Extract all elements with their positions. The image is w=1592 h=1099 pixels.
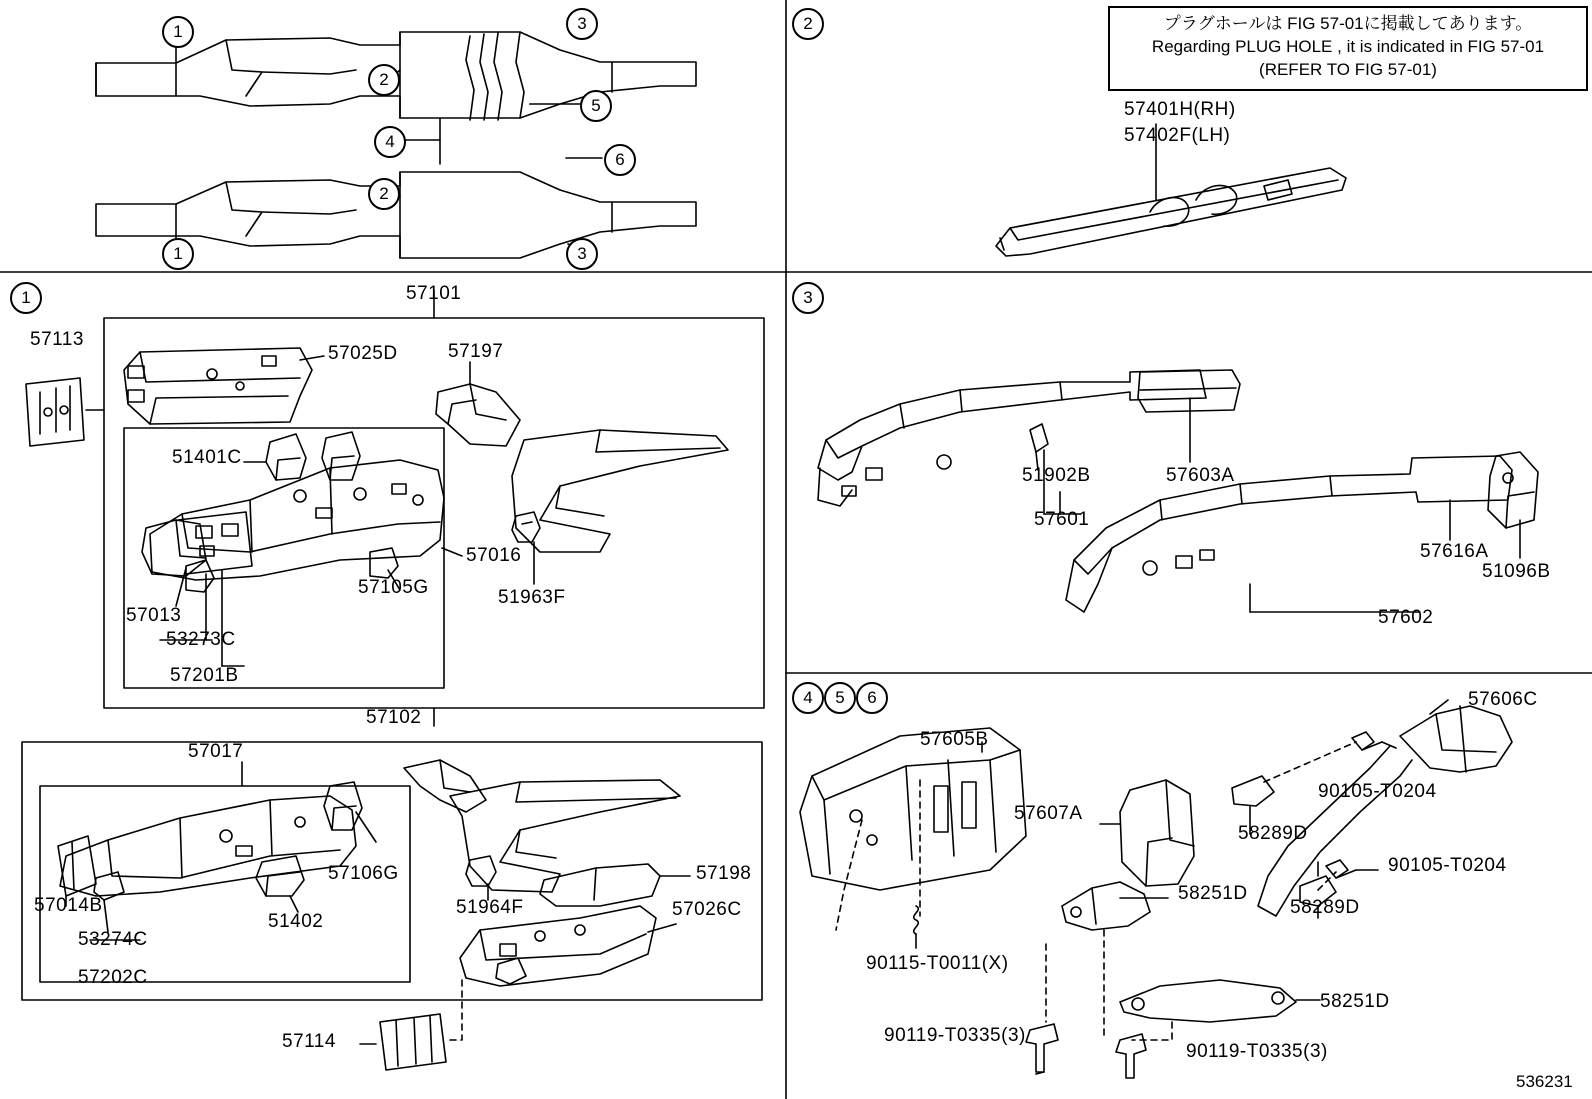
label-57017: 57017 (188, 741, 244, 762)
label-53273C: 53273C (166, 629, 236, 650)
label-90105-a: 90105-T0204 (1318, 781, 1437, 802)
label-57601: 57601 (1034, 509, 1090, 530)
label-57602: 57602 (1378, 607, 1434, 628)
label-57198: 57198 (696, 863, 752, 884)
label-90105-b: 90105-T0204 (1388, 855, 1507, 876)
plug-hole-note (1108, 6, 1588, 91)
panel-index-2: 2 (792, 8, 824, 40)
callout-3-bottom: 3 (566, 238, 598, 270)
label-51902B: 51902B (1022, 465, 1091, 486)
label-58251D-b: 58251D (1320, 991, 1390, 1012)
label-57016: 57016 (466, 545, 522, 566)
label-57014B: 57014B (34, 895, 103, 916)
label-57101: 57101 (406, 283, 462, 304)
panel-index-6: 6 (856, 682, 888, 714)
label-53274C: 53274C (78, 929, 148, 950)
panel-index-1: 1 (10, 282, 42, 314)
label-57402F: 57402F(LH) (1124, 125, 1231, 146)
label-57025D: 57025D (328, 343, 398, 364)
panel-index-4: 4 (792, 682, 824, 714)
label-58289D-a: 58289D (1238, 823, 1308, 844)
label-57605B: 57605B (920, 729, 989, 750)
label-57202C: 57202C (78, 967, 148, 988)
note-line-jp: プラグホールは FIG 57-01に掲載してあります。 (1163, 14, 1533, 33)
label-57401H: 57401H(RH) (1124, 99, 1236, 120)
label-57607A: 57607A (1014, 803, 1083, 824)
label-51401C: 51401C (172, 447, 242, 468)
label-58289D-b: 58289D (1290, 897, 1360, 918)
callout-1-bottom: 1 (162, 238, 194, 270)
label-57105G: 57105G (358, 577, 429, 598)
panel-index-5: 5 (824, 682, 856, 714)
label-57102: 57102 (366, 707, 422, 728)
label-58251D-a: 58251D (1178, 883, 1248, 904)
label-57603A: 57603A (1166, 465, 1235, 486)
label-90119-a: 90119-T0335(3) (884, 1025, 1026, 1046)
callout-5: 5 (580, 90, 612, 122)
label-57197: 57197 (448, 341, 504, 362)
label-57201B: 57201B (170, 665, 239, 686)
label-57013: 57013 (126, 605, 182, 626)
label-51402: 51402 (268, 911, 324, 932)
label-57606C: 57606C (1468, 689, 1538, 710)
label-90119-b: 90119-T0335(3) (1186, 1041, 1328, 1062)
callout-1-top-pos: 1 (162, 16, 194, 48)
note-line-en: Regarding PLUG HOLE , it is indicated in FIG 57-01 (1151, 36, 1545, 56)
callout-4: 4 (374, 126, 406, 158)
callout-6: 6 (604, 144, 636, 176)
label-51096B: 51096B (1482, 561, 1551, 582)
callout-2-bottom: 2 (368, 178, 400, 210)
label-90115: 90115-T0011(X) (866, 953, 1009, 974)
panel-index-3: 3 (792, 282, 824, 314)
label-57113: 57113 (30, 329, 84, 350)
label-51963F: 51963F (498, 587, 566, 608)
label-57026C: 57026C (672, 899, 742, 920)
label-57616A: 57616A (1420, 541, 1489, 562)
figure-number: 536231 (1516, 1072, 1573, 1091)
callout-2-top: 2 (368, 64, 400, 96)
callout-3-top: 3 (566, 8, 598, 40)
label-51964F: 51964F (456, 897, 524, 918)
label-57106G: 57106G (328, 863, 399, 884)
note-line-ref: (REFER TO FIG 57-01) (1259, 59, 1437, 79)
label-57114: 57114 (282, 1031, 336, 1052)
